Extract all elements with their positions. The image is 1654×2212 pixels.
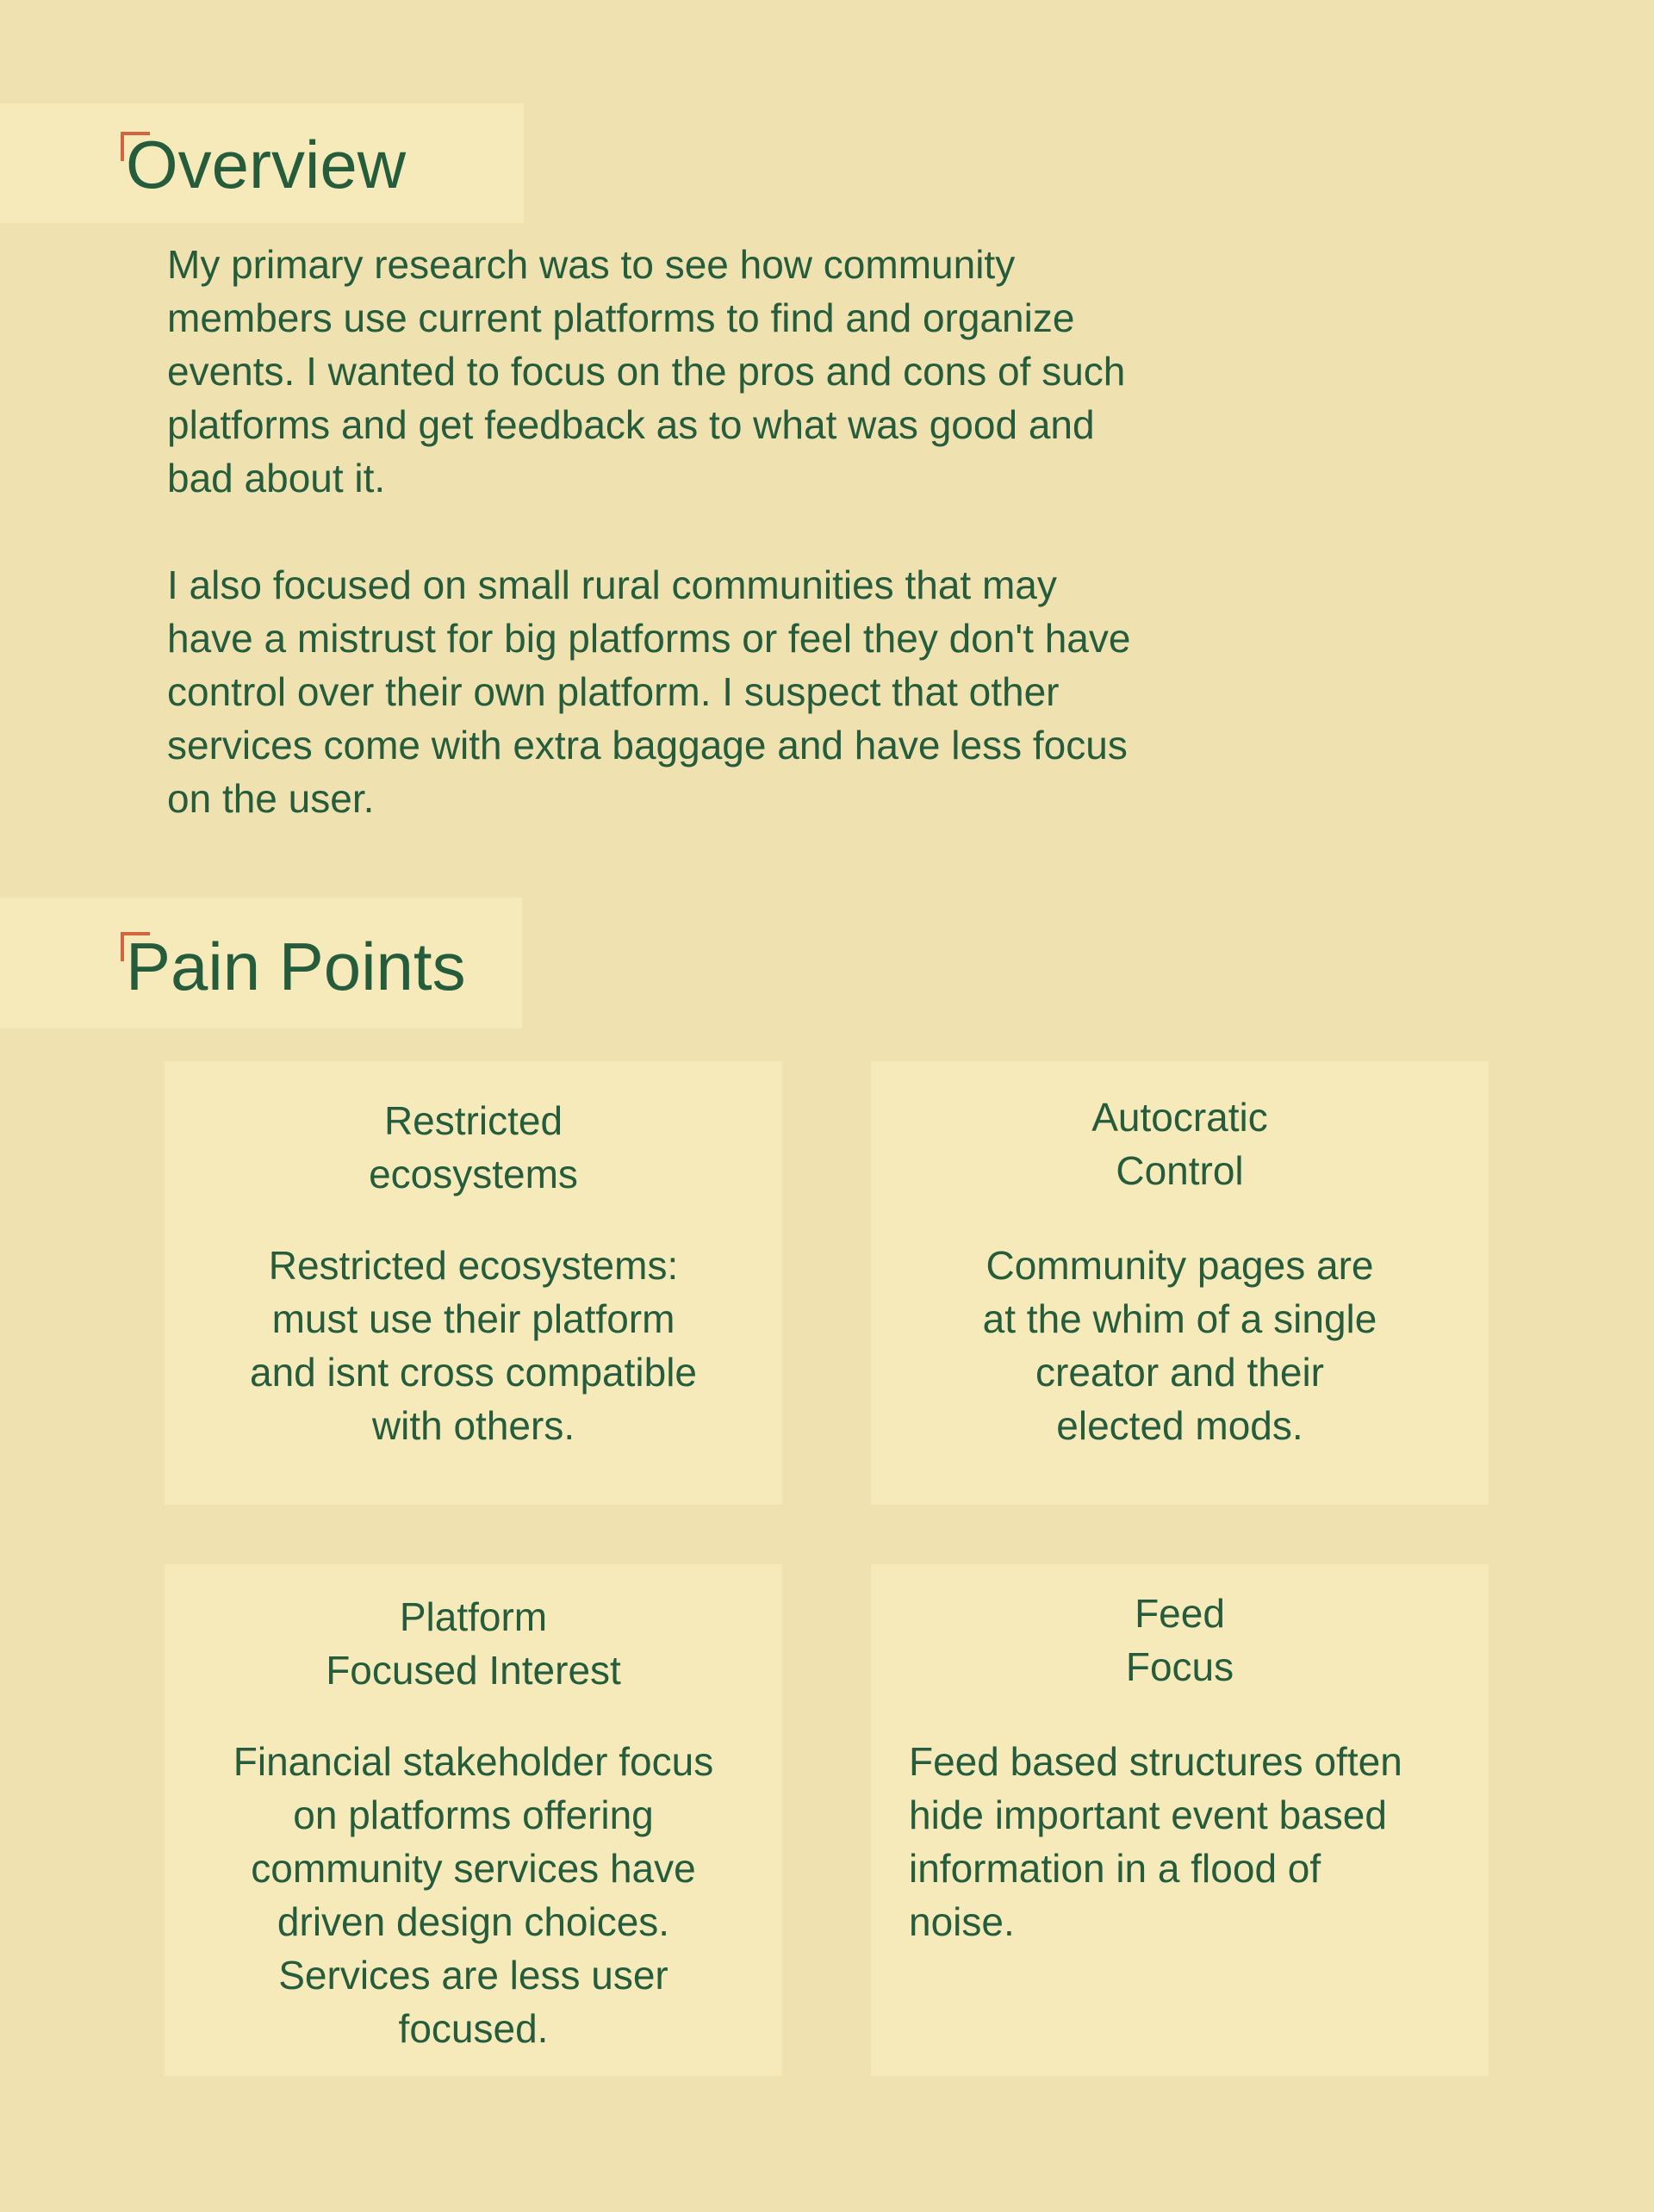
- pain-point-card-autocratic-control: [871, 1061, 1489, 1505]
- card-text: Feed based structures often hide important event based information in a flood of noise.: [909, 1739, 1402, 1944]
- overview-title: Overview: [126, 127, 407, 202]
- card-title: Feed Focus: [1125, 1591, 1234, 1689]
- pain-point-card-platform-focused-interest: [165, 1564, 782, 2076]
- overview-paragraph: My primary research was to see how community members use current platforms to find and organize events. I wanted to focus on the pros and cons of such platforms and get feedback as to what was good and bad about it.: [167, 242, 1126, 500]
- pain-points-title: Pain Points: [126, 929, 466, 1004]
- card-text: Financial stakeholder focus on platforms offering community services have driven design choices. Services are less user focused.: [233, 1739, 714, 2051]
- card-title: Restricted ecosystems: [369, 1098, 578, 1196]
- card-title: Autocratic Control: [1091, 1095, 1268, 1193]
- card-title: Platform Focused Interest: [326, 1594, 621, 1693]
- pain-point-card-restricted-ecosystems: [165, 1061, 782, 1505]
- card-text: Community pages are at the whim of a single creator and their elected mods.: [982, 1243, 1377, 1448]
- overview-body: [167, 238, 1253, 879]
- overview-paragraph: I also focused on small rural communities that may have a mistrust for big platforms or feel they don't have control over their own platform. I suspect that other services come with extra baggage and have less focus on the user.: [167, 562, 1131, 821]
- pain-point-card-feed-focus: [871, 1564, 1489, 2076]
- card-text: Restricted ecosystems: must use their platform and isnt cross compatible with others.: [249, 1243, 698, 1448]
